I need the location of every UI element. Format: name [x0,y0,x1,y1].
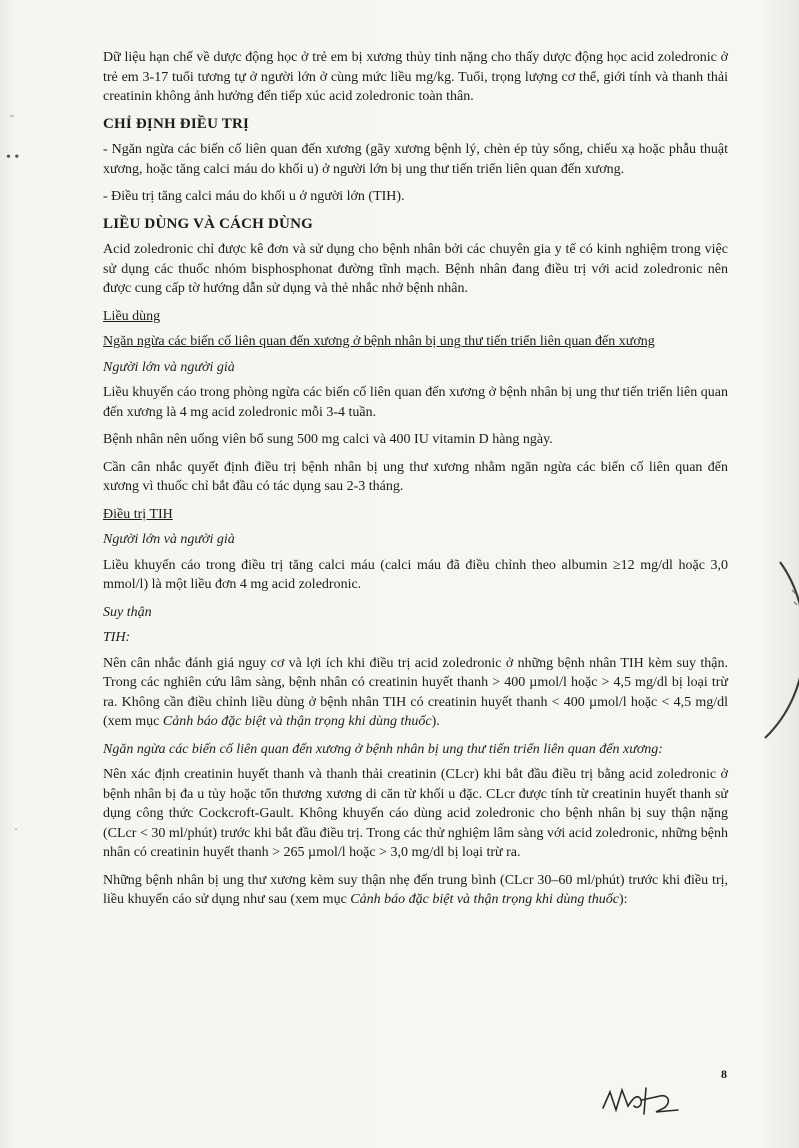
mild-renal-paragraph [103,871,728,910]
sre-renal-subheading: Ngăn ngừa các biến cố liên quan đến xương ở bệnh nhân bị ung thư tiến triển liên quan đến xương: [103,741,663,757]
dose-label: Liều dùng [103,308,161,324]
dosage-intro-paragraph: Acid zoledronic chỉ được kê đơn và sử dụng cho bệnh nhân bởi các chuyên gia y tế có kinh nghiệm trong việc sử dụng các thuốc nhóm bisphosphonat đường tĩnh mạch. Bệnh nhân đang điều trị với acid zoledronic nên được cung cấp tờ hướng dẫn sử dụng và thẻ nhắc nhở bệnh nhân. [103,242,728,296]
margin-dots: • • [6,150,20,165]
tih-renal-text: Nên cân nhắc đánh giá nguy cơ và lợi ích khi điều trị acid zoledronic ở những bệnh nhân TIH kèm suy thận. Trong các nghiên cứu lâm sàng, bệnh nhân có creatinin huyết thanh > 400 µmol/l hoặc > 4,5 mg/dl bị loại trừ ra. Không cần điều chỉnh liều dùng ở bệnh nhân TIH có creatinin huyết thanh < 400 µmol/l hoặc < 4,5 mg/dl (xem mục [103,655,728,729]
tih-renal-end: ). [431,714,440,729]
document-body [103,48,728,918]
tih-renal-reference: Cảnh báo đặc biệt và thận trọng khi dùng thuốc [162,714,432,729]
sre-heading: Ngăn ngừa các biến cố liên quan đến xương ở bệnh nhân bị ung thư tiến triển liên quan đến xương [103,334,655,349]
consider-paragraph: Cần cân nhắc quyết định điều trị bệnh nhân bị ung thư xương nhằm ngăn ngừa các biến cố liên quan đến xương vì thuốc chỉ bắt đầu có tác dụng sau 2-3 tháng. [103,459,728,494]
tih-heading: Điều trị TIH [103,506,173,522]
tih-dose-paragraph: Liều khuyến cáo trong điều trị tăng calci máu (calci máu đã điều chỉnh theo albumin ≥12 mg/dl hoặc 3,0 mmol/l) là một liều đơn 4 mg acid zoledronic. [103,557,728,592]
margin-stamp-arc [720,560,799,740]
indication-item-1: - Ngăn ngừa các biến cố liên quan đến xương (gãy xương bệnh lý, chèn ép tủy sống, chiếu xạ hoặc phẫu thuật xương, hoặc tăng calci máu do khối u) ở người lớn bị ung thư tiến triển liên quan đến xương. [103,142,728,177]
dosage-heading: LIỀU DÙNG VÀ CÁCH DÙNG [103,215,313,232]
adults-elderly-label-2: Người lớn và người già [103,532,235,547]
indications-heading: CHỈ ĐỊNH ĐIỀU TRỊ [103,115,250,132]
mild-renal-reference: Cảnh báo đặc biệt và thận trọng khi dùng thuốc [350,892,619,907]
page-number: 8 [721,1067,727,1081]
tih-renal-paragraph [103,654,728,732]
intro-paragraph: Dữ liệu hạn chế về dược động học ở trẻ em bị xương thủy tinh nặng cho thấy dược động học acid zoledronic ở trẻ em 3-17 tuổi tương tự ở người lớn ở cùng mức liều mg/kg. Tuổi, trọng lượng cơ thể, giới tính và thanh thải creatinin không ảnh hưởng đến tiếp xúc acid zoledronic toàn thân. [103,50,728,104]
mild-renal-text: Những bệnh nhân bị ung thư xương kèm suy thận nhẹ đến trung bình (CLcr 30–60 ml/phút) trước khi điều trị, liều khuyến cáo sử dụng như sau (xem mục [103,872,728,907]
sre-dose-paragraph: Liều khuyến cáo trong phòng ngừa các biến cố liên quan đến xương ở bệnh nhân bị ung thư tiến triển liên quan đến xương là 4 mg acid zoledronic mỗi 3-4 tuần. [103,385,728,420]
tih-subheading: TIH: [103,630,131,645]
margin-tick-1: - [10,108,14,122]
mild-renal-end: ): [619,892,628,907]
signature-scribble [598,1080,698,1120]
renal-heading: Suy thận [103,604,152,620]
margin-tick-2: · [14,822,18,836]
sre-renal-paragraph: Nên xác định creatinin huyết thanh và thanh thải creatinin (CLcr) khi bắt đầu điều trị bằng acid zoledronic ở bệnh nhân bị đa u tủy hoặc tổn thương xương di căn từ khối u đặc. CLcr được tính từ creatinin huyết thanh sử dụng công thức Cockcroft-Gault. Không khuyến cáo dùng acid zoledronic cho bệnh nhân bị suy thận nặng (CLcr < 30 ml/phút) trước khi bắt đầu điều trị. Trong các thử nghiệm lâm sàng với acid zoledronic, những bệnh nhân có creatinin huyết thanh > 265 µmol/l hoặc > 3,0 mg/dl bị loại trừ ra. [103,767,728,860]
indication-item-2: - Điều trị tăng calci máu do khối u ở người lớn (TIH). [103,189,405,204]
supplement-paragraph: Bệnh nhân nên uống viên bổ sung 500 mg calci và 400 IU vitamin D hàng ngày. [103,432,553,447]
adults-elderly-label-1: Người lớn và người già [103,359,235,375]
